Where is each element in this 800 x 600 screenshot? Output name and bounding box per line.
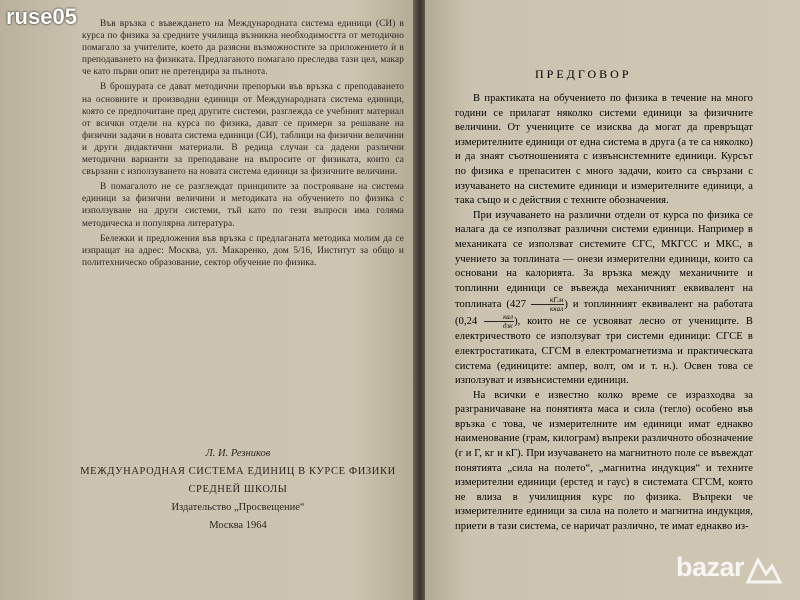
fraction-denominator: ккал [550, 305, 564, 314]
right-paragraph-part: ), които не се усвояват лесно от учениците. В електричеството се използуват три системи единици: СГСЕ в електростатиката, СГСМ в електромагнетизма и практическата система (единиците: ампер, волт, ом и т. н.). Освен това се използуват и извънсистемни единици. [455, 316, 753, 387]
preface-heading: ПРЕДГОВОР [535, 67, 632, 81]
right-page-text [455, 92, 753, 535]
watermark-brand-logo: bazar [676, 552, 745, 582]
fraction-denominator: дж [502, 322, 514, 331]
imprint-author: Л. И. Резников [205, 448, 271, 459]
fraction-numerator: кал [484, 313, 514, 322]
fraction-numerator: кГ.м [531, 296, 564, 305]
left-paragraph: Във връзка с въвеждането на Международната система единици (СИ) в курса по физика за средните училища възникна необходимостта от методично помагало за учителите, което да разясни възможностите за приложението ѝ в преподаването на физиката. Предлаганото помагало преследва тази цел, макар че като първи опит не претендира за пълнота. [82, 19, 404, 78]
left-paragraph: В помагалото не се разглеждат принципите за построяване на система единици за физични величини и методиката на обучението по физика с използуване на други системи, тъй като по тези въпроси има голяма методическа и популярна литература. [82, 182, 404, 229]
right-paragraph [455, 209, 753, 389]
fraction-thermal-equivalent [484, 313, 514, 330]
left-paragraph: Бележки и предложения във връзка с предлаганата методика молим да се изпращат на адрес: Москва, ул. Макаренко, дом 5/16, Институт за общо и политехническо образование, сектор обучение по физика. [82, 233, 404, 268]
left-paragraph: В брошурата се дават методични препоръки във връзка с преподаването на основните и производни единици от Международната система единици, която се предпочитане пред другите системи, разглежда се учебният материал от всички отдели на курса по физика, дават се примери за решаване на физични задачи в новата система единици (СИ), таблици на физични величини и други дидактични материали. В редица случаи са дадени различни методични варианти за преподаване на въпросите от физиката, които са свързани с използуването на новата система единици за физичните величини. [82, 82, 404, 178]
imprint-block [78, 445, 398, 535]
right-paragraph-part: При изучаването на различни отдели от курса по физика се налага да се използват различни системи единици. Например в механиката се използват системите СГС, МКГСС и МКС, в учението за топлината — онези измерителни единици, които са основани на калорията. За връзка между механичните и топлинни единици се въвежда механичният еквивалент на топлината (427 [455, 209, 753, 311]
right-paragraph: На всички е известно колко време се изразходва за разграничаване на понятията маса и сила (тегло) особено във връзка с това, че измерителните им единици имат еднакво наименование (грам, килограм) въпреки различното обозначение (г и Г, кг и кГ). При изучаването на магнитното поле се въвеждат понятията „сила на полето“, „магнитна индукция“ и техните измерителни единици (ерстед и гаус) в системата СГСМ, която не влиза в училищния курс по физика. Въпреки че измерителните единици за сила на полето и магнитна индукция, приети в тази система, се наричат различно, те имат еднакво из- [455, 389, 753, 533]
watermark-site-logo: ruse05 [6, 4, 77, 29]
right-paragraph-part: ) и топлинният еквивалент на работата (0,24 [455, 299, 753, 328]
watermark-brand-icon [744, 552, 784, 588]
imprint-title-line1: МЕЖДУНАРОДНАЯ СИСТЕМА ЕДИНИЦ В КУРСЕ ФИЗИКИ [80, 466, 396, 477]
imprint-publisher: Издательство „Просвещение“ [171, 502, 305, 513]
right-paragraph: В практиката на обучението по физика в течение на много години се прилагат няколко системи единици за физичните величини. От учениците се изисква да могат да превръщат измерителните единици от една система в друга (а те са няколко) и да знаят съотношенията с извънсистемните единици. Курсът по физика е препаситен с много задачи, които са свързани с изучаването на системите единици и измерителните единици, а така също и с действия с техните обозначения. [455, 93, 753, 207]
imprint-place-year: Москва 1964 [209, 520, 267, 531]
fraction-mechanical-equivalent [531, 296, 564, 313]
imprint-title-line2: СРЕДНЕЙ ШКОЛЫ [188, 484, 288, 495]
left-page-text [82, 18, 404, 272]
